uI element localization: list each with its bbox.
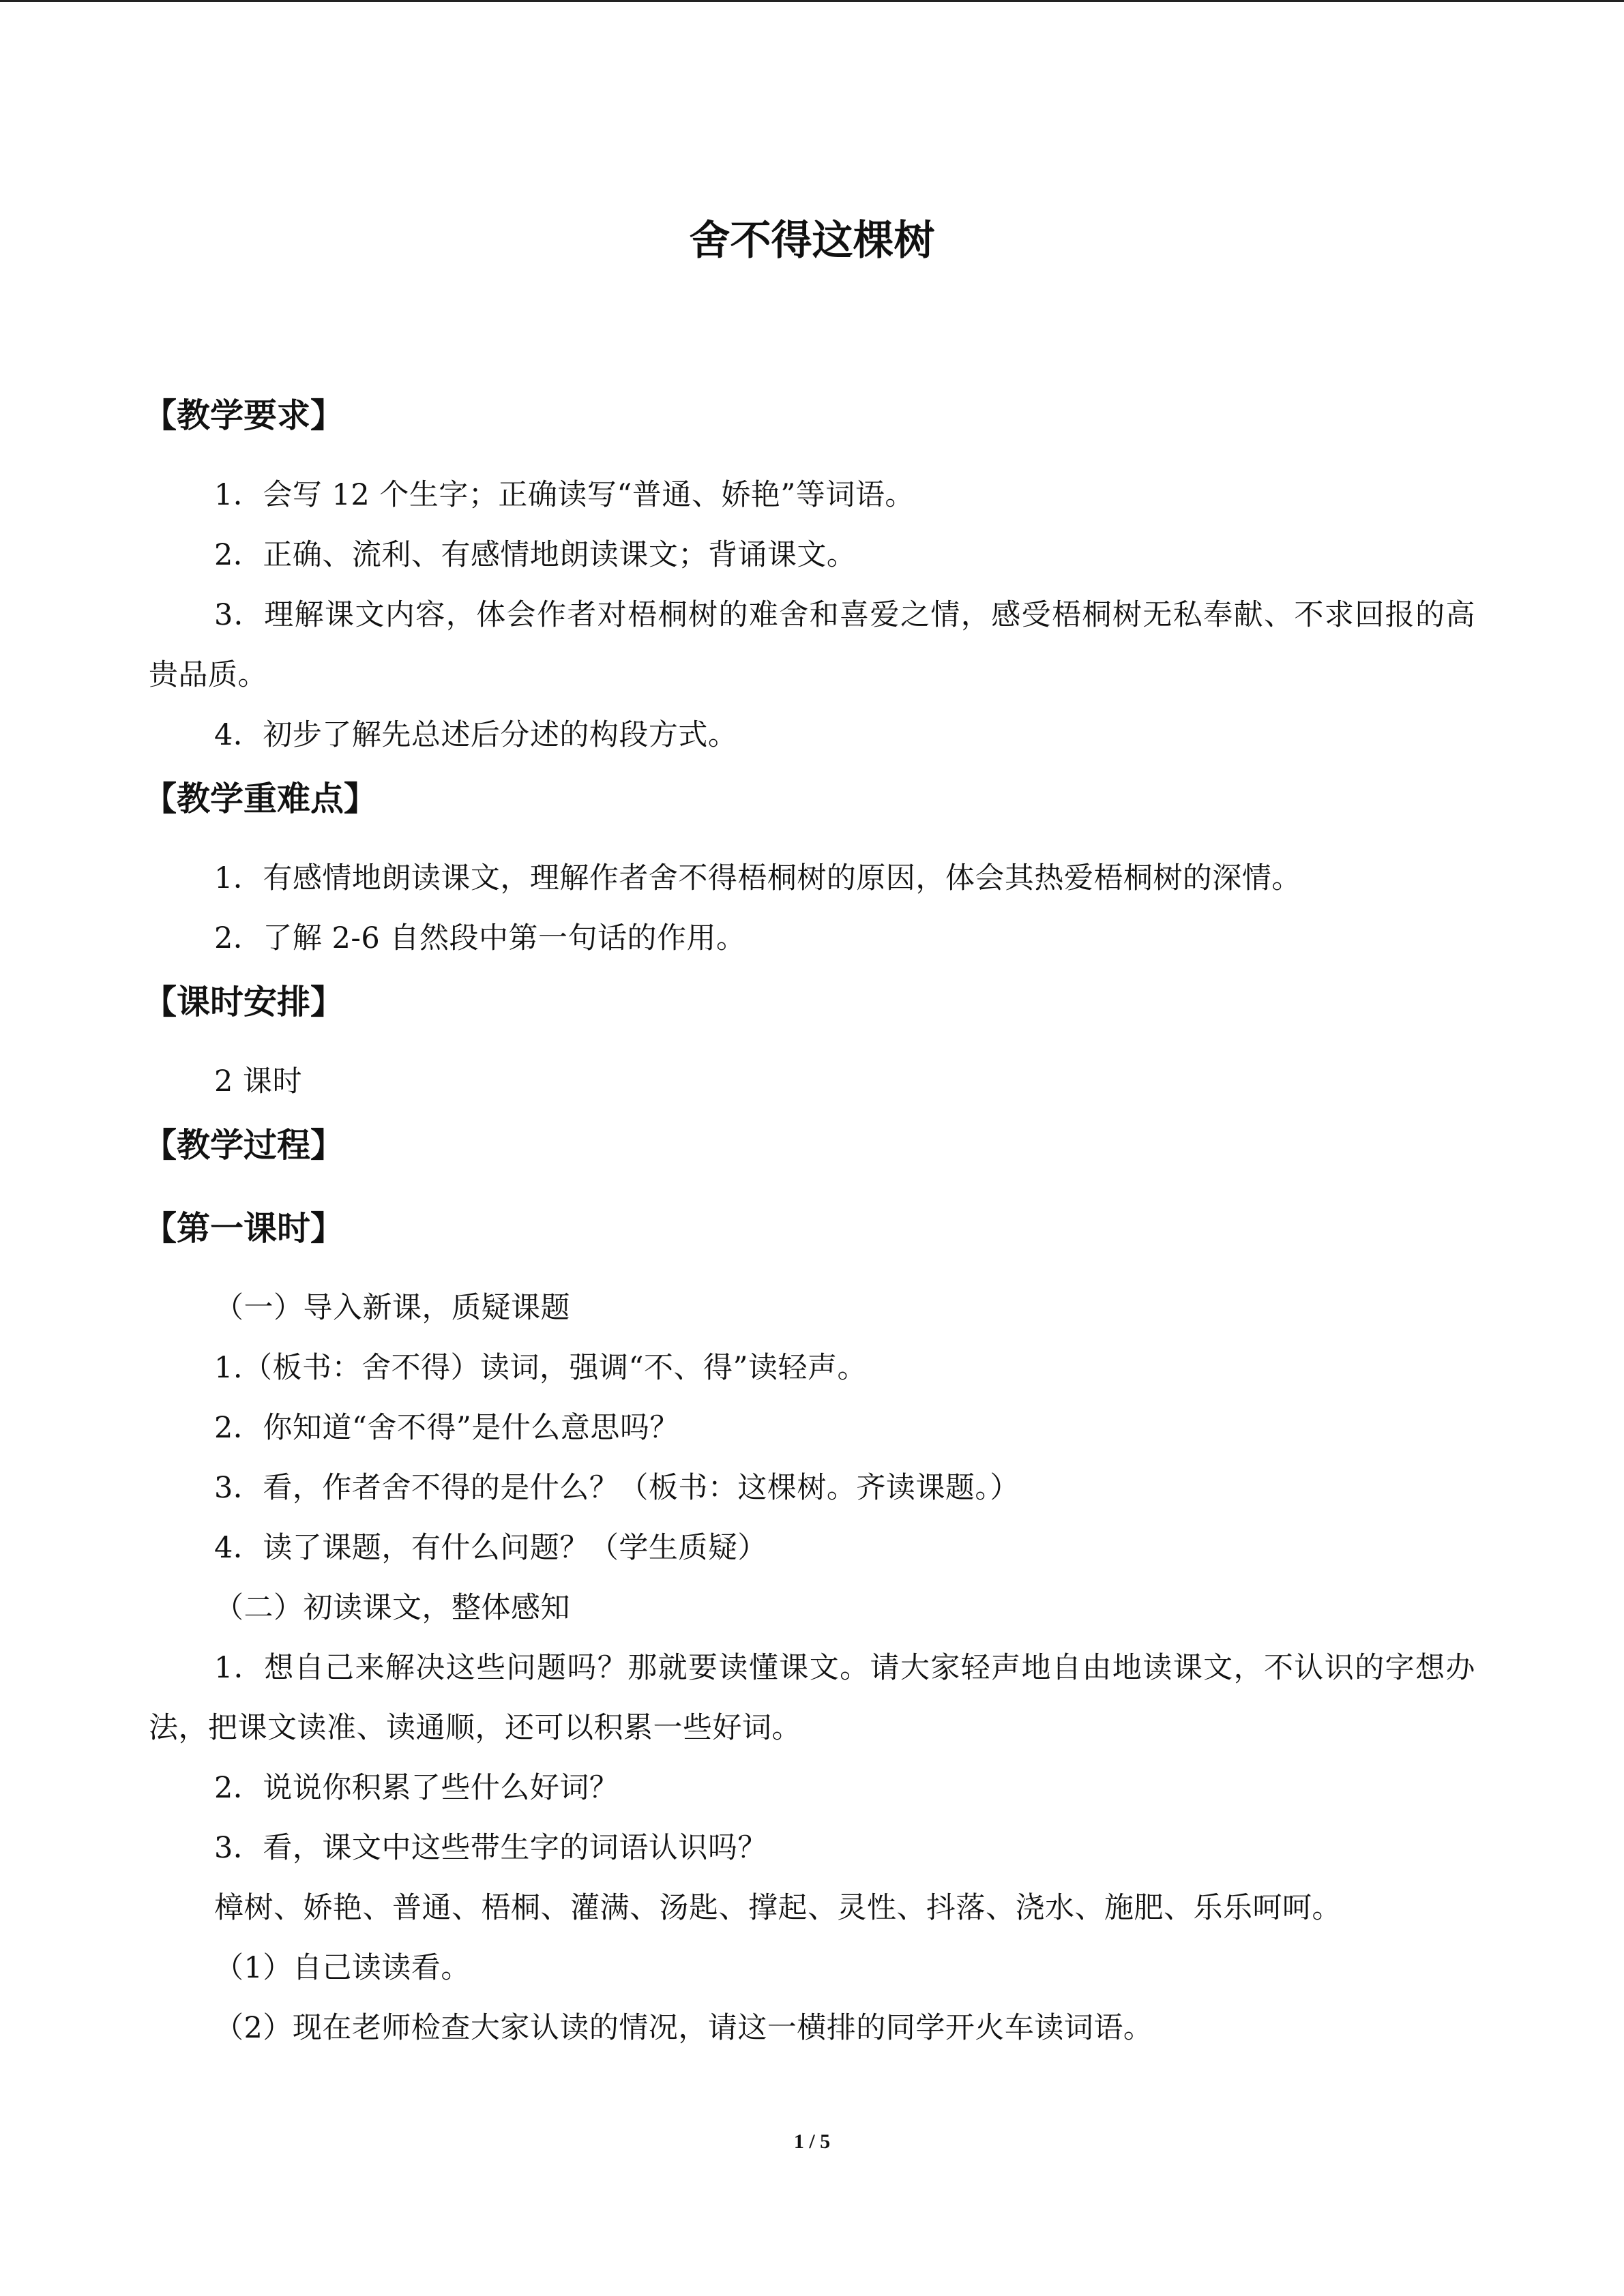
paragraph: （二）初读课文，整体感知 bbox=[214, 1591, 570, 1625]
paragraph: 2．正确、流利、有感情地朗读课文；背诵课文。 bbox=[214, 538, 857, 572]
document-body bbox=[143, 382, 1475, 2058]
paragraph: 1.（板书：舍不得）读词，强调“不、得”读轻声。 bbox=[214, 1351, 867, 1385]
paragraph: 3．理解课文内容，体会作者对梧桐树的难舍和喜爱之情，感受梧桐树无私奉献、不求回报的高贵品质。 bbox=[149, 598, 1475, 692]
paragraph: 樟树、娇艳、普通、梧桐、灌满、汤匙、撑起、灵性、抖落、浇水、施肥、乐乐呵呵。 bbox=[214, 1891, 1342, 1925]
section-heading-process: 【教学过程】 bbox=[143, 1126, 344, 1165]
paragraph: 2．了解 2-6 自然段中第一句话的作用。 bbox=[214, 921, 746, 955]
paragraph: （2）现在老师检查大家认读的情况，请这一横排的同学开火车读词语。 bbox=[214, 2011, 1153, 2045]
section-heading-requirements: 【教学要求】 bbox=[143, 396, 344, 435]
paragraph: 3．看，课文中这些带生字的词语认识吗？ bbox=[214, 1831, 767, 1865]
section-heading-schedule: 【课时安排】 bbox=[143, 983, 344, 1022]
section-heading-key-points: 【教学重难点】 bbox=[143, 779, 378, 818]
paragraph: 4．读了课题，有什么问题？（学生质疑） bbox=[214, 1531, 767, 1565]
paragraph: 2．说说你积累了些什么好词？ bbox=[214, 1771, 619, 1805]
paragraph: （一）导入新课，质疑课题 bbox=[214, 1291, 570, 1325]
paragraph: 3．看，作者舍不得的是什么？（板书：这棵树。齐读课题。） bbox=[214, 1471, 1020, 1505]
page-number: 1 / 5 bbox=[793, 2130, 831, 2153]
paragraph: 2 课时 bbox=[214, 1064, 303, 1099]
paragraph: 1．会写 12 个生字；正确读写“普通、娇艳”等词语。 bbox=[214, 478, 915, 512]
paragraph: 1．有感情地朗读课文，理解作者舍不得梧桐树的原因，体会其热爱梧桐树的深情。 bbox=[214, 861, 1301, 895]
section-heading-first-lesson: 【第一课时】 bbox=[143, 1209, 344, 1248]
document-title: 舍不得这棵树 bbox=[689, 217, 935, 265]
paragraph: （1）自己读读看。 bbox=[214, 1951, 471, 1985]
paragraph: 1．想自己来解决这些问题吗？那就要读懂课文。请大家轻声地自由地读课文，不认识的字想办法，把课文读准、读通顺，还可以积累一些好词。 bbox=[149, 1651, 1475, 1745]
paragraph: 4．初步了解先总述后分述的构段方式。 bbox=[214, 718, 738, 752]
page-top-border bbox=[0, 0, 1624, 2]
paragraph: 2．你知道“舍不得”是什么意思吗？ bbox=[214, 1411, 679, 1445]
